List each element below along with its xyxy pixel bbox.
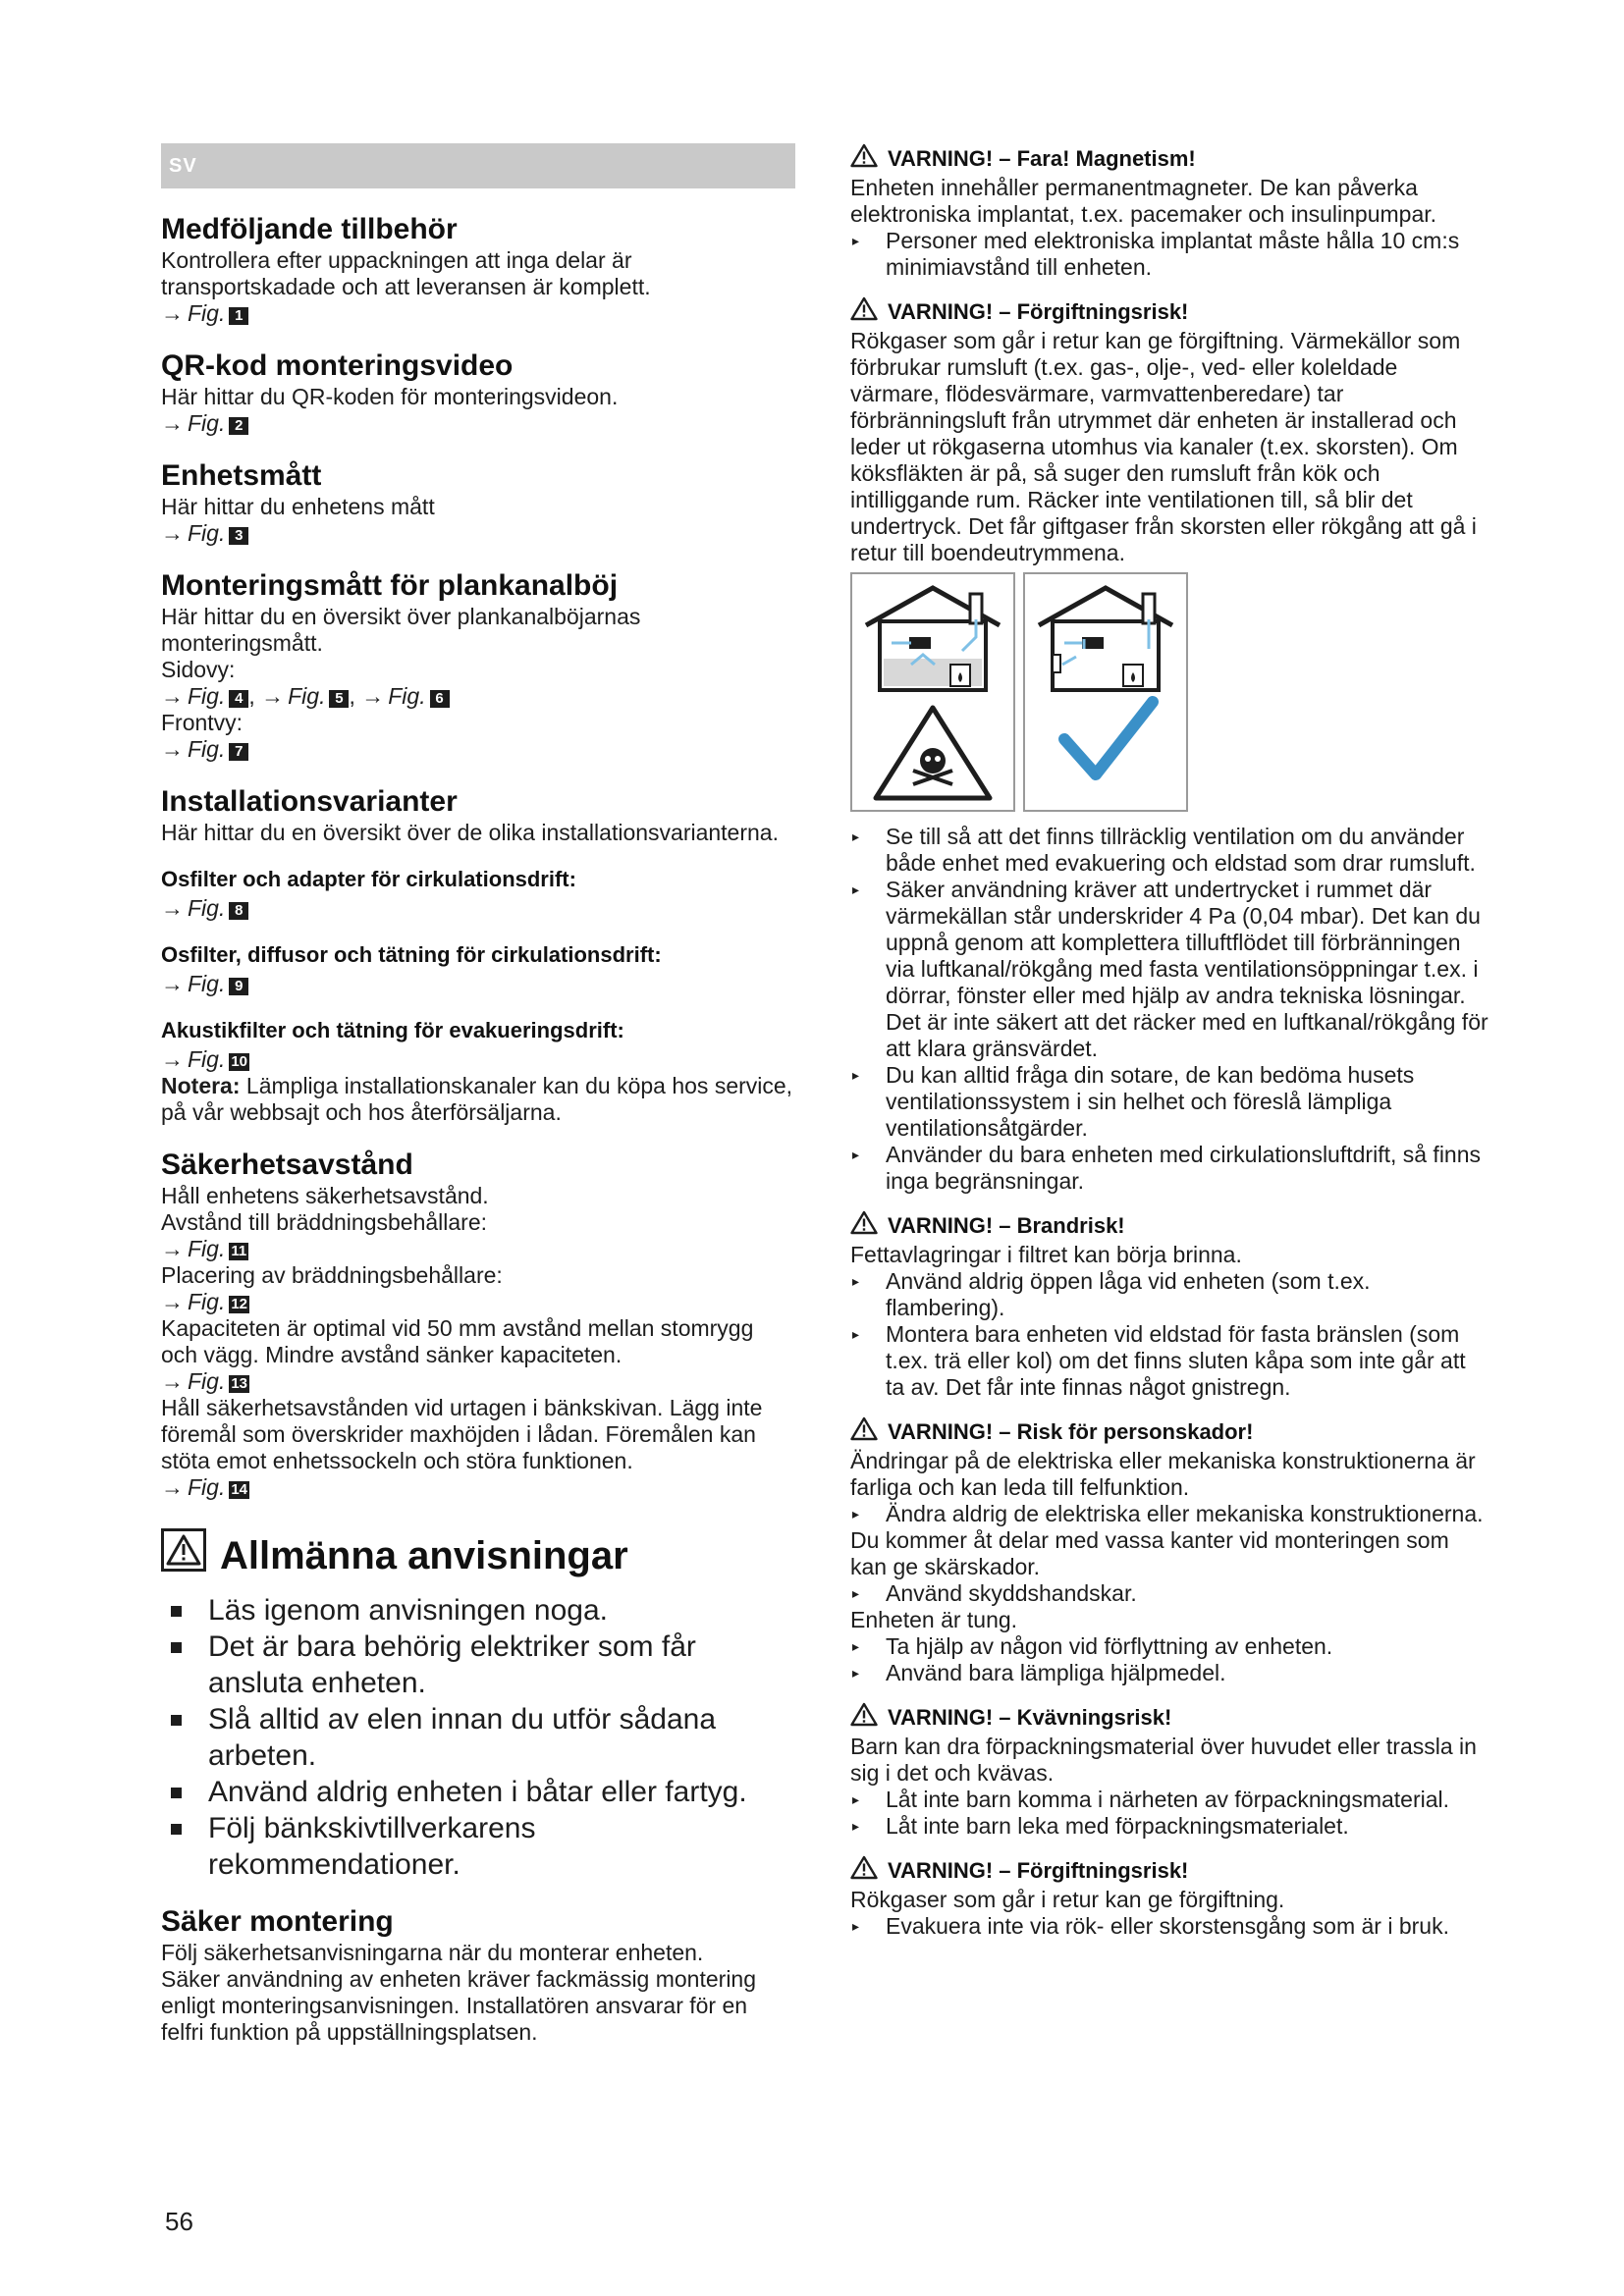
right-arrow-icon: →	[161, 410, 184, 436]
list-item: ▸ Använd aldrig öppen låga vid enheten (som t.ex. flambering).	[852, 1268, 1371, 1320]
fig-ref-8: → Fig. 8	[161, 895, 795, 922]
right-arrow-icon: →	[161, 300, 184, 326]
warning-magnetism-heading: VARNING! – Fara! Magnetism!	[850, 143, 1490, 175]
warning-poisoning-heading-2: VARNING! – Förgiftningsrisk!	[850, 1855, 1490, 1887]
heading-safe-mounting: Säker montering	[161, 1905, 394, 1938]
list-item: ▸ Du kan alltid fråga din sotare, de kan bedöma husets ventilationssystem i sin helhet och föreslå lämpliga ventilationsåtgärder.	[852, 1062, 1415, 1141]
warning-list	[850, 1633, 1490, 1686]
note	[161, 1073, 795, 1126]
safe-text-2: Säker användning av enheten kräver fackmässig montering enligt monteringsanvisningen. Installatören ansvarar för en felfri funktion på uppställningsplatsen.	[161, 1966, 757, 2045]
fig-ref-2: → Fig. 2	[161, 410, 795, 437]
fig-ref-3: → Fig. 3	[161, 520, 795, 547]
mounting-text: Här hittar du en översikt över plankanalböjarnas monteringsmått.	[161, 604, 641, 656]
fig-ref-7: → Fig. 7	[161, 736, 795, 763]
warning-box-icon	[161, 1528, 206, 1582]
fig-ref-12: → Fig. 12	[161, 1289, 248, 1314]
list-item: Följ bänkskivtillverkarens rekommendationer.	[161, 1810, 795, 1883]
page-number: 56	[165, 2207, 193, 2236]
fig-ref-11: → Fig. 11	[161, 1236, 795, 1262]
subheading-odor-filter-diffuser: Osfilter, diffusor och tätning för cirkulationsdrift:	[161, 942, 662, 967]
warning-list	[850, 1268, 1490, 1401]
subheading-acoustic-filter: Akustikfilter och tätning för evakueringsdrift:	[161, 1018, 624, 1042]
front-view-label: Frontvy:	[161, 710, 244, 735]
list-item: ▸ Säker användning kräver att undertrycket i rummet där värmekällan står underskrider 4 Pa (0,04 mbar). Det kan du uppnå genom att komplettera tilluftflödet till förbränningen via luftkanal/rökgång med fasta ventilationsöppningar t.ex. i dörrar, fönster eller med hjälp av andra tekniska lösningar. Det är inte säkert att det räcker med en luftkanal/rökgång för att klara gränsvärdet.	[852, 877, 1489, 1061]
warning-text: Rökgaser som går i retur kan ge förgiftning.	[850, 1887, 1285, 1912]
warning-text: Du kommer åt delar med vassa kanter vid monteringen som kan ge skärskador.	[850, 1527, 1449, 1579]
list-item: ▸ Använd bara lämpliga hjälpmedel.	[852, 1660, 1226, 1685]
house-icon	[866, 588, 1000, 690]
warning-triangle-icon	[850, 1855, 878, 1887]
fig-ref-4-5-6: → Fig. 4 , → Fig. 5 , → Fig. 6	[161, 683, 795, 710]
safety-line-4: Kapaciteten är optimal vid 50 mm avstånd mellan stomrygg och vägg. Mindre avstånd sänker kapaciteten.	[161, 1315, 754, 1367]
warning-fire-heading: VARNING! – Brandrisk!	[850, 1210, 1490, 1242]
warning-suffocation-heading: VARNING! – Kvävningsrisk!	[850, 1702, 1490, 1734]
variants-text: Här hittar du en översikt över de olika installationsvarianterna.	[161, 820, 779, 845]
heading-accessories: Medföljande tillbehör	[161, 213, 458, 245]
list-item: ▸ Låt inte barn leka med förpackningsmaterialet.	[852, 1813, 1349, 1839]
warning-list	[850, 1913, 1490, 1940]
list-item: ▸ Ändra aldrig de elektriska eller mekaniska konstruktionerna.	[852, 1501, 1484, 1526]
warning-list	[850, 1501, 1490, 1527]
general-list	[161, 1592, 795, 1883]
list-item: Det är bara behörig elektriker som får ansluta enheten.	[161, 1629, 795, 1701]
safe-text-1: Följ säkerhetsanvisningarna när du monterar enheten.	[161, 1940, 704, 1965]
warning-triangle-icon	[850, 1702, 878, 1734]
dimensions-text: Här hittar du enhetens mått	[161, 494, 435, 519]
house-icon	[1039, 588, 1172, 690]
arrow-bullet-icon: ▸	[852, 233, 860, 248]
illustration-bad	[850, 572, 1015, 812]
list-item: ▸ Låt inte barn komma i närheten av förpackningsmaterial.	[852, 1787, 1450, 1812]
left-column	[161, 143, 795, 2046]
warning-poisoning-heading: VARNING! – Förgiftningsrisk!	[850, 296, 1490, 328]
list-item: Slå alltid av elen innan du utför sådana arbeten.	[161, 1701, 795, 1774]
warning-list	[850, 1787, 1490, 1840]
fig-number: 1	[229, 307, 248, 325]
warning-triangle-icon	[850, 143, 878, 175]
safety-line-2: Avstånd till bräddningsbehållare:	[161, 1209, 488, 1235]
list-item: ▸ Se till så att det finns tillräcklig ventilation om du använder både enhet med evakuering och eldstad som drar rumsluft.	[852, 824, 1476, 876]
qr-text: Här hittar du QR-koden för monteringsvideon.	[161, 384, 619, 409]
fig-ref-14: → Fig. 14	[161, 1474, 248, 1500]
warning-triangle-icon	[850, 296, 878, 328]
warning-triangle-icon	[850, 1210, 878, 1242]
heading-qr-code: QR-kod monteringsvideo	[161, 349, 514, 382]
right-arrow-icon: →	[161, 520, 184, 546]
safety-line-1: Håll enhetens säkerhetsavstånd.	[161, 1183, 489, 1208]
heading-dimensions: Enhetsmått	[161, 459, 322, 492]
accessories-text: Kontrollera efter uppackningen att inga delar är transportskadade och att leveransen är komplett.	[161, 247, 651, 299]
list-item: ▸ Ta hjälp av någon vid förflyttning av enheten.	[852, 1633, 1333, 1659]
illustration-good	[1023, 572, 1188, 812]
warning-text: Enheten är tung.	[850, 1607, 1018, 1632]
fig-ref-10: → Fig. 10	[161, 1046, 248, 1072]
safety-line-5: Håll säkerhetsavstånden vid urtagen i bänkskivan. Lägg inte föremål som överskrider maxhöjden i lådan. Föremålen kan stöta emot enhetssockeln och störa funktionen.	[161, 1395, 763, 1473]
warning-list	[850, 228, 1490, 281]
heading-general-instructions	[161, 1528, 795, 1582]
fig-ref-1: → Fig. 1	[161, 300, 795, 327]
note-text: Lämpliga installationskanaler kan du köpa hos service, på vår webbsajt och hos återförsäljarna.	[161, 1073, 793, 1125]
fig-number: 2	[229, 417, 248, 435]
subheading-odor-filter-adapter: Osfilter och adapter för cirkulationsdrift:	[161, 867, 576, 891]
skull-warning-icon	[876, 708, 990, 798]
list-item: Läs igenom anvisningen noga.	[161, 1592, 795, 1629]
warning-text: Rökgaser som går i retur kan ge förgiftning. Värmekällor som förbrukar rumsluft (t.ex. gas-, olje-, ved- eller koleldade värmare, flödesvärmare, varmvattenberedare) tar förbränningsluft från utrymmet där enheten är installerad och leder ut rökgaserna utomhus via kanaler (t.ex. skorsten). Om köksfläkten är på, så suger den rumsluft från kök och intilliggande rum. Räcker inte ventilationen till, så blir det undertryck. Det får giftgaser från skorsten eller rökgång att gå i retur till boendeutrymmena.	[850, 328, 1477, 565]
heading-installation-variants: Installationsvarianter	[161, 785, 458, 818]
language-bar: SV	[161, 143, 795, 188]
list-item: ▸ Montera bara enheten vid eldstad för fasta bränslen (som t.ex. trä eller kol) om det finns sluten kåpa som inte går att ta av. Det får inte finnas något gnistregn.	[852, 1321, 1466, 1400]
heading-safety-distance: Säkerhetsavstånd	[161, 1148, 413, 1181]
warning-text: Ändringar på de elektriska eller mekaniska konstruktionerna är farliga och kan leda till felfunktion.	[850, 1448, 1476, 1500]
side-view-label: Sidovy:	[161, 657, 236, 682]
list-item: ▸ Evakuera inte via rök- eller skorstensgång som är i bruk.	[852, 1913, 1449, 1939]
warning-list	[850, 824, 1490, 1195]
right-column	[850, 143, 1490, 1940]
list-item: ▸ Använd skyddshandskar.	[852, 1580, 1137, 1606]
fig-number: 3	[229, 527, 248, 545]
note-label: Notera:	[161, 1073, 241, 1098]
list-item: ▸ Använder du bara enheten med cirkulationsluftdrift, så finns inga begränsningar.	[852, 1142, 1482, 1194]
warning-triangle-icon	[850, 1416, 878, 1448]
safety-line-3: Placering av bräddningsbehållare:	[161, 1262, 503, 1288]
ventilation-illustration	[850, 572, 1490, 812]
warning-injury-heading: VARNING! – Risk för personskador!	[850, 1416, 1490, 1448]
general-title-text: Allmänna anvisningar	[220, 1533, 628, 1577]
heading-mounting-dimensions: Monteringsmått för plankanalböj	[161, 569, 619, 602]
fig-ref-13: → Fig. 13	[161, 1368, 248, 1394]
warning-text: Barn kan dra förpackningsmaterial över huvudet eller trassla in sig i det och kvävas.	[850, 1734, 1477, 1786]
checkmark-icon	[1064, 702, 1153, 774]
warning-text: Enheten innehåller permanentmagneter. De kan påverka elektroniska implantat, t.ex. pacemaker och insulinpumpar.	[850, 175, 1437, 227]
fig-ref-9: → Fig. 9	[161, 971, 795, 997]
list-item: ▸ Personer med elektroniska implantat måste hålla 10 cm:s minimiavstånd till enheten.	[852, 228, 1460, 280]
warning-list	[850, 1580, 1490, 1607]
list-item: Använd aldrig enheten i båtar eller fartyg.	[161, 1774, 795, 1810]
warning-text: Fettavlagringar i filtret kan börja brinna.	[850, 1242, 1242, 1267]
